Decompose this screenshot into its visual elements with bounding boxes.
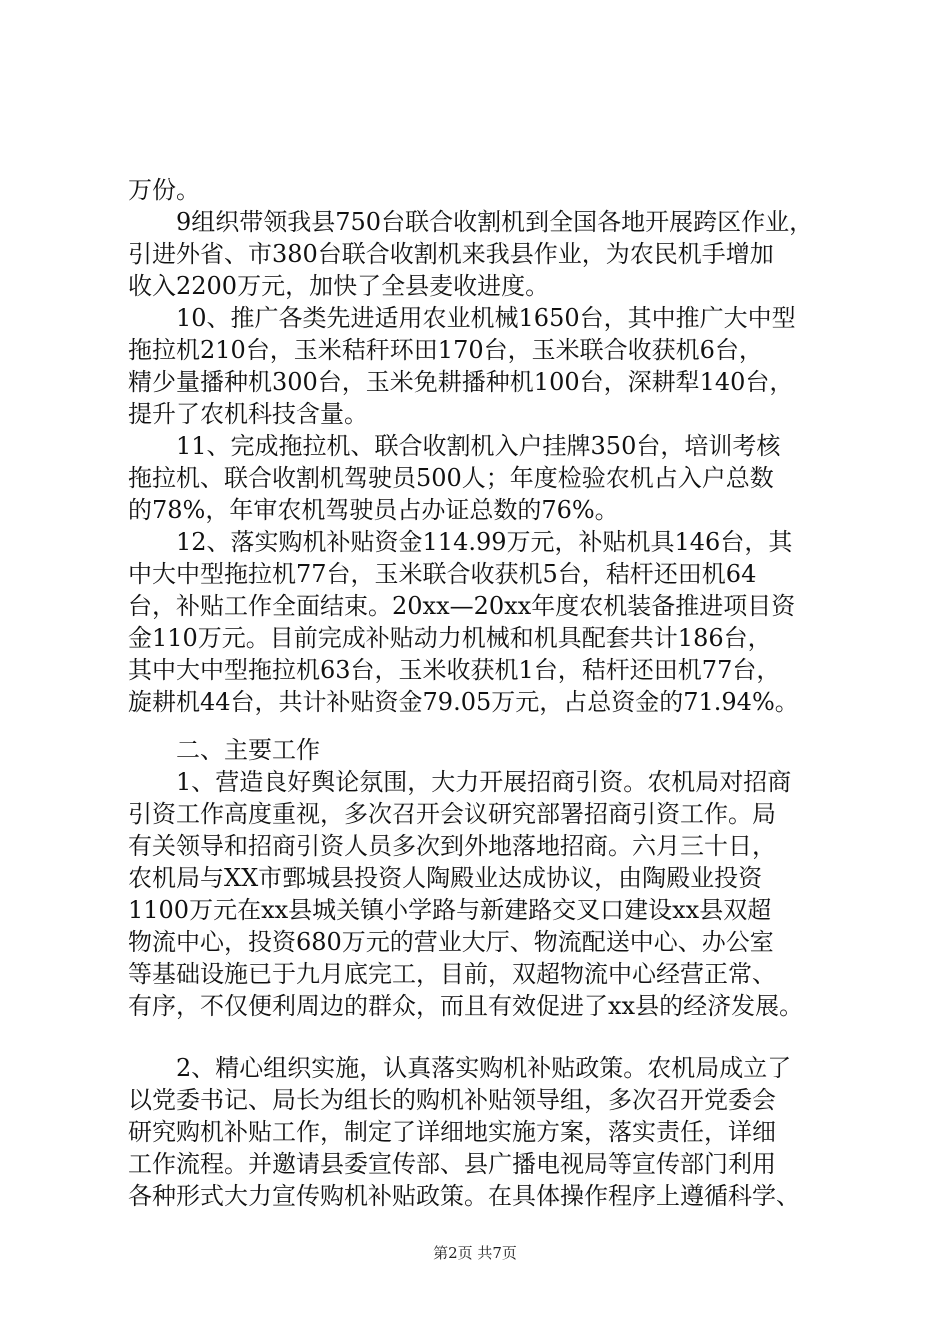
text-line: 提升了农机科技含量。	[128, 400, 368, 428]
text-line: 其中大中型拖拉机63台，玉米收获机1台，秸杆还田机77台，	[128, 656, 781, 684]
text-line: 的78%，年审农机驾驶员占办证总数的76%。	[128, 496, 619, 524]
text-line: 研究购机补贴工作，制定了详细地实施方案，落实责任，详细	[128, 1118, 776, 1146]
text-line: 2、精心组织实施，认真落实购机补贴政策。农机局成立了	[176, 1054, 792, 1082]
text-line: 11、完成拖拉机、联合收割机入户挂牌350台，培训考核	[176, 432, 781, 460]
text-line: 拖拉机210台，玉米秸秆环田170台，玉米联合收获机6台，	[128, 336, 763, 364]
text-line: 物流中心，投资680万元的营业大厅、物流配送中心、办公室	[128, 928, 774, 956]
text-line: 1、营造良好舆论氛围，大力开展招商引资。农机局对招商	[176, 768, 792, 796]
text-line: 中大中型拖拉机77台，玉米联合收获机5台，秸杆还田机64	[128, 560, 757, 588]
text-line: 12、落实购机补贴资金114.99万元，补贴机具146台，其	[176, 528, 793, 556]
text-line: 10、推广各类先进适用农业机械1650台，其中推广大中型	[176, 304, 796, 332]
text-line: 精少量播种机300台，玉米免耕播种机100台，深耕犁140台，	[128, 368, 794, 396]
text-line: 收入2200万元，加快了全县麦收进度。	[128, 272, 550, 300]
text-line: 9组织带领我县750台联合收割机到全国各地开展跨区作业，	[176, 208, 814, 236]
text-line: 1100万元在xx县城关镇小学路与新建路交叉口建设xx县双超	[128, 896, 772, 924]
text-line: 万份。	[128, 176, 200, 204]
text-line: 台，补贴工作全面结束。20xx—20xx年度农机装备推进项目资	[128, 592, 796, 620]
text-line: 引资工作高度重视，多次召开会议研究部署招商引资工作。局	[128, 800, 776, 828]
text-line: 旋耕机44台，共计补贴资金79.05万元，占总资金的71.94%。	[128, 688, 799, 716]
text-line: 引进外省、市380台联合收割机来我县作业，为农民机手增加	[128, 240, 774, 268]
text-line: 工作流程。并邀请县委宣传部、县广播电视局等宣传部门利用	[128, 1150, 776, 1178]
text-line: 以党委书记、局长为组长的购机补贴领导组，多次召开党委会	[128, 1086, 776, 1114]
page-footer: 第2页 共7页	[433, 1244, 517, 1262]
section-heading: 二、主要工作	[176, 736, 320, 764]
text-line: 有序，不仅便利周边的群众，而且有效促进了xx县的经济发展。	[128, 992, 804, 1020]
text-line: 拖拉机、联合收割机驾驶员500人；年度检验农机占入户总数	[128, 464, 774, 492]
text-line: 金110万元。目前完成补贴动力机械和机具配套共计186台，	[128, 624, 772, 652]
text-line: 有关领导和招商引资人员多次到外地落地招商。六月三十日，	[128, 832, 776, 860]
text-line: 农机局与XX市鄄城县投资人陶殿业达成协议，由陶殿业投资	[128, 864, 763, 892]
text-line: 各种形式大力宣传购机补贴政策。在具体操作程序上遵循科学、	[128, 1182, 800, 1210]
text-line: 等基础设施已于九月底完工，目前，双超物流中心经营正常、	[128, 960, 776, 988]
